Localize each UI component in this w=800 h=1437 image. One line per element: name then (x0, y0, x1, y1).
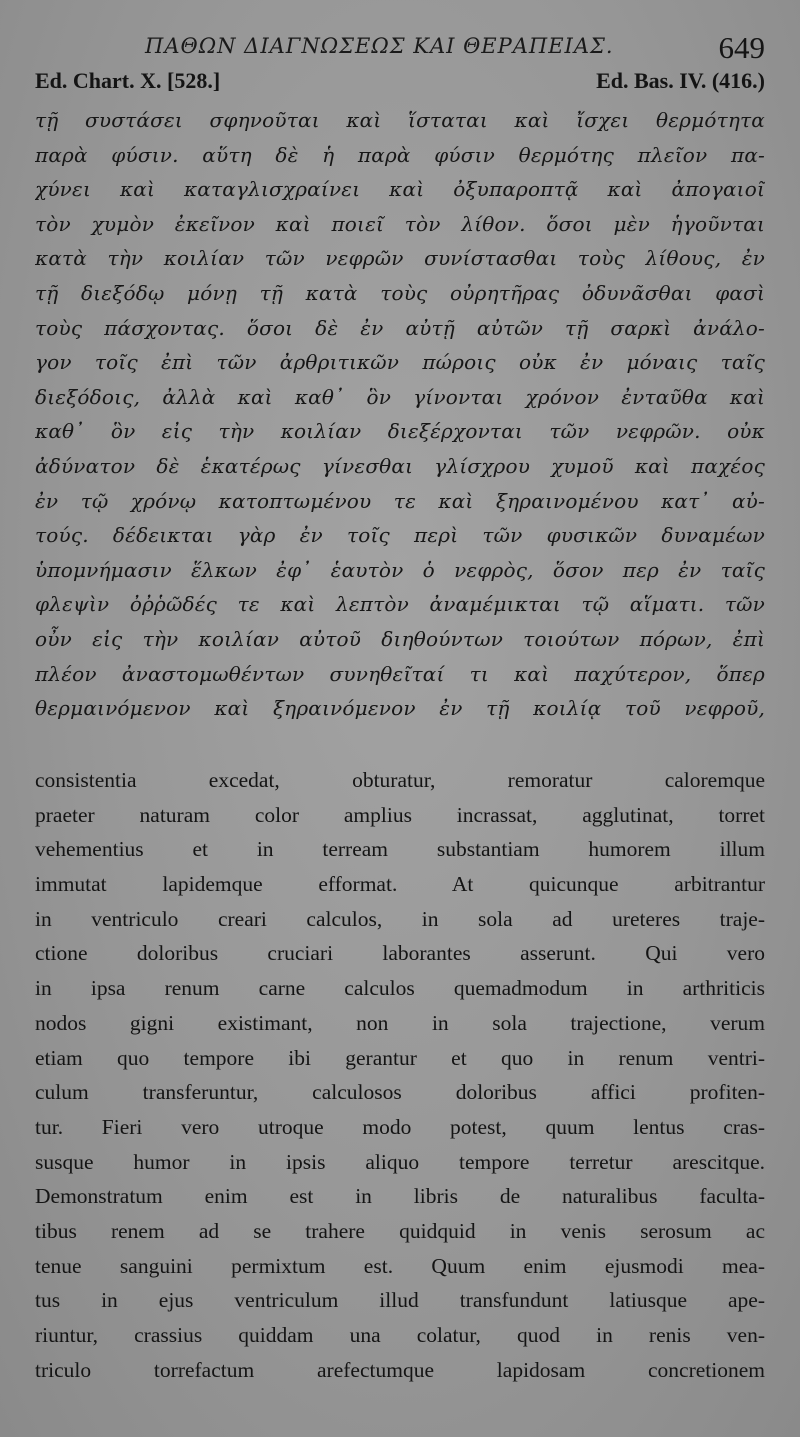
latin-text-line: susque humor in ipsis aliquo tempore terretur arescitque. (35, 1149, 765, 1174)
latin-text-line: tur. Fieri vero utroque modo potest, quum lentus cras- (35, 1114, 765, 1139)
greek-text-line: ἀδύνατον δὲ ἑκατέρως γίνεσθαι γλίσχρου χυμοῦ καὶ παχέος (35, 453, 765, 478)
greek-text-line: παρὰ φύσιν. αὕτη δὲ ἡ παρὰ φύσιν θερμότης πλεῖον πα- (35, 142, 765, 167)
running-title: ΠΑΘΩΝ ΔΙΑΓΝΩΣΕΩΣ ΚΑΙ ΘΕΡΑΠΕΙΑΣ. (145, 34, 614, 58)
greek-text-line: τῇ διεξόδῳ μόνῃ τῇ κατὰ τοὺς οὐρητῆρας ὀδυνᾶσθαι φασὶ (35, 280, 765, 305)
greek-text-column (35, 103, 765, 726)
latin-text-line: praeter naturam color amplius incrassat, agglutinat, torret (35, 802, 765, 827)
latin-text-line: consistentia excedat, obturatur, remoratur caloremque (35, 768, 765, 792)
greek-text-line: κατὰ τὴν κοιλίαν τῶν νεφρῶν συνίστασθαι τοὺς λίθους, ἐν (35, 246, 765, 271)
latin-text-line: in ipsa renum carne calculos quemadmodum in arthriticis (35, 976, 765, 1001)
greek-text-line: γον τοῖς ἐπὶ τῶν ἀρθριτικῶν πώροις οὐκ ἐν μόναις ταῖς (35, 350, 765, 375)
latin-text-line: tenue sanguini permixtum est. Quum enim ejusmodi mea- (35, 1253, 765, 1278)
latin-text-line: Demonstratum enim est in libris de naturalibus faculta- (35, 1184, 765, 1209)
greek-text-line: οὖν εἰς τὴν κοιλίαν αὐτοῦ διηθούντων τοιούτων πόρων, ἐπὶ (35, 626, 765, 651)
latin-text-line: ctione doloribus cruciari laborantes asserunt. Qui vero (35, 941, 765, 966)
latin-text-line: nodos gigni existimant, non in sola trajectione, verum (35, 1010, 765, 1035)
latin-text-line: etiam quo tempore ibi gerantur et quo in renum ventri- (35, 1045, 765, 1070)
edition-references (35, 68, 765, 98)
greek-text-line: τὸν χυμὸν ἐκεῖνον καὶ ποιεῖ τὸν λίθον. ὅσοι μὲν ἡγοῦνται (35, 211, 765, 236)
running-head (0, 30, 800, 70)
latin-text-line: triculo torrefactum arefectumque lapidosam concretionem (35, 1357, 765, 1382)
latin-text-line: tibus renem ad se trahere quidquid in venis serosum ac (35, 1218, 765, 1243)
greek-text-line: ὑπομνήμασιν ἕλκων ἐφ᾽ ἑαυτὸν ὁ νεφρὸς, ὅσον περ ἐν ταῖς (35, 557, 765, 582)
greek-text-line: πλέον ἀναστομωθέντων συνηθεῖταί τι καὶ παχύτερον, ὅπερ (35, 661, 765, 686)
greek-text-line: φλεψὶν ὀῤῥῶδές τε καὶ λεπτὸν ἀναμέμικται τῷ αἵματι. τῶν (35, 592, 765, 617)
latin-text-line: riuntur, crassius quiddam una colatur, quod in renis ven- (35, 1323, 765, 1347)
latin-text-column (35, 763, 765, 1387)
latin-text-line: vehementius et in terream substantiam humorem illum (35, 837, 765, 862)
greek-text-line: θερμαινόμενον καὶ ξηραινόμενον ἐν τῇ κοιλίᾳ τοῦ νεφροῦ, (35, 696, 765, 721)
greek-text-line: ἐν τῷ χρόνῳ κατοπτωμένου τε καὶ ξηραινομένου κατ᾽ αὐ- (35, 488, 765, 513)
greek-text-line: καθ᾽ ὃν εἰς τὴν κοιλίαν διεξέρχονται τῶν νεφρῶν. οὐκ (35, 419, 765, 444)
greek-text-line: διεξόδοις, ἀλλὰ καὶ καθ᾽ ὃν γίνονται χρόνον ἐνταῦθα καὶ (35, 384, 765, 409)
latin-text-line: in ventriculo creari calculos, in sola ad ureteres traje- (35, 906, 765, 931)
greek-text-line: τῇ συστάσει σφηνοῦται καὶ ἵσταται καὶ ἴσχει θερμότητα (35, 108, 765, 132)
greek-text-line: χύνει καὶ καταγλισχραίνει καὶ ὀξυπαροπτᾷ καὶ ἀπογαιοῖ (35, 177, 765, 202)
latin-text-line: culum transferuntur, calculosos doloribus affici profiten- (35, 1080, 765, 1105)
greek-text-line: τούς. δέδεικται γὰρ ἐν τοῖς περὶ τῶν φυσικῶν δυναμέων (35, 523, 765, 548)
latin-text-line: tus in ejus ventriculum illud transfundunt latiusque ape- (35, 1288, 765, 1313)
edition-basel: Ed. Bas. IV. (416.) (596, 68, 765, 93)
page-number: 649 (718, 30, 765, 65)
greek-text-line: τοὺς πάσχοντας. ὅσοι δὲ ἐν αὐτῇ αὐτῶν τῇ σαρκὶ ἀνάλο- (35, 315, 765, 340)
latin-text-line: immutat lapidemque efformat. At quicunque arbitrantur (35, 872, 765, 897)
edition-chartier: Ed. Chart. X. [528.] (35, 68, 221, 93)
